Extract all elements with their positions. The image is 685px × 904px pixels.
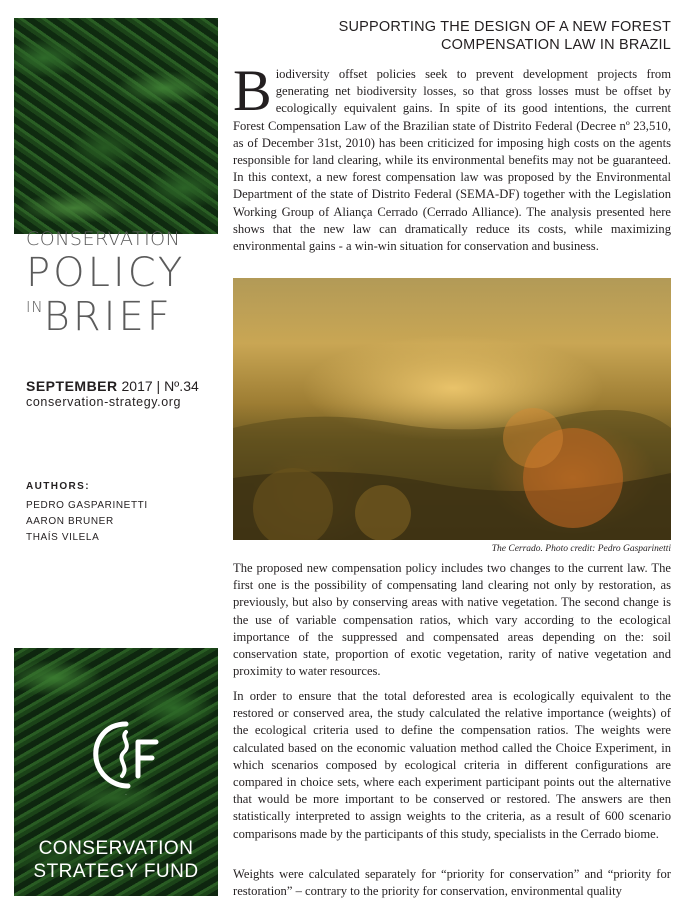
foliage-photo-top bbox=[14, 18, 218, 234]
issue-date bbox=[26, 378, 199, 394]
foliage-photo-bottom bbox=[14, 648, 218, 896]
series-title-in: IN bbox=[26, 298, 44, 316]
series-title-brief: BRIEF bbox=[43, 294, 173, 340]
website-link[interactable]: conservation-strategy.org bbox=[26, 395, 182, 409]
photo-caption: The Cerrado. Photo credit: Pedro Gasparinetti bbox=[491, 544, 671, 554]
author-name: PEDRO GASPARINETTI bbox=[26, 500, 148, 511]
csf-logo-icon bbox=[86, 716, 166, 796]
dropcap-letter: B bbox=[233, 58, 272, 123]
series-title-line1: CONSERVATION bbox=[26, 228, 181, 250]
cerrado-photo bbox=[233, 278, 671, 540]
org-name-line2: STRATEGY FUND bbox=[33, 861, 199, 882]
author-name: AARON BRUNER bbox=[26, 516, 114, 527]
author-name: THAÍS VILELA bbox=[26, 532, 100, 543]
issue-month: SEPTEMBER bbox=[26, 378, 118, 394]
intro-text: iodiversity offset policies seek to prevent development projects from generating net biodiversity losses, so that gross losses must be offset by ecologically equivalent gains. In spite of its good intentions, the current Forest Compensation Law of the Brazilian state of Distrito Federal (Decree nº 23,510, as of December 31st, 2010) has been criticized for imposing high costs on the agents responsible for land clearing, while its environmental benefits may not be guaranteed. In this context, a new forest compensation law was proposed by the Environmental Department of the state of Distrito Federal (SEMA-DF) together with the Legislation Working Group of Aliança Cerrado (Cerrado Alliance). The analysis presented here shows that the new law can dramatically reduce its costs, while maximizing environmental gains - a win-win situation for conservation and business. bbox=[233, 67, 671, 254]
logo-text: CSF bbox=[125, 795, 127, 796]
issue-number: 2017 | Nº.34 bbox=[117, 378, 199, 394]
cerrado-landscape-icon bbox=[233, 278, 671, 540]
body-paragraph: The proposed new compensation policy includes two changes to the current law. The first one is the possibility of compensating land clearing not only by restoration, as previously, but also by conserving areas with native vegetation. The second change is the use of variable compensation ratios, which vary according to the ecological importance of the suppressed and compensated areas depending on the: soil conservation state, proportion of exotic vegetation, rarity of native vegetation and proximity to water resources. bbox=[233, 561, 671, 679]
headline-line2: COMPENSATION LAW IN BRAZIL bbox=[441, 37, 671, 53]
body-paragraph: Weights were calculated separately for “priority for conservation” and “priority for restoration” – contrary to the priority for conservation, environmental quality bbox=[233, 867, 671, 899]
series-title-line2: POLICY bbox=[26, 250, 186, 296]
series-title-line3 bbox=[26, 294, 173, 340]
body-paragraph: In order to ensure that the total deforested area is ecologically equivalent to the restored or conserved area, the study calculated the relative importance (weights) of the ecological criteria used to define the compensation ratios. The weights were calculated based on the economic valuation method called the Choice Experiment, in which scenarios composed by ecological criteria in different configurations are compared in choice sets, where each experiment participant points out the alternative that would be more important to be conserved or restored. The answers are then statistically interpreted to assign weights to the criteria, as a result of 600 scenario comparisons made by the participants of this study, specialists in the Cerrado biome. bbox=[233, 689, 671, 841]
org-name-line1: CONSERVATION bbox=[38, 838, 194, 859]
intro-paragraph bbox=[233, 58, 671, 255]
article-headline bbox=[251, 18, 671, 54]
authors-heading: AUTHORS: bbox=[26, 481, 90, 492]
headline-line1: SUPPORTING THE DESIGN OF A NEW FOREST bbox=[338, 19, 671, 35]
